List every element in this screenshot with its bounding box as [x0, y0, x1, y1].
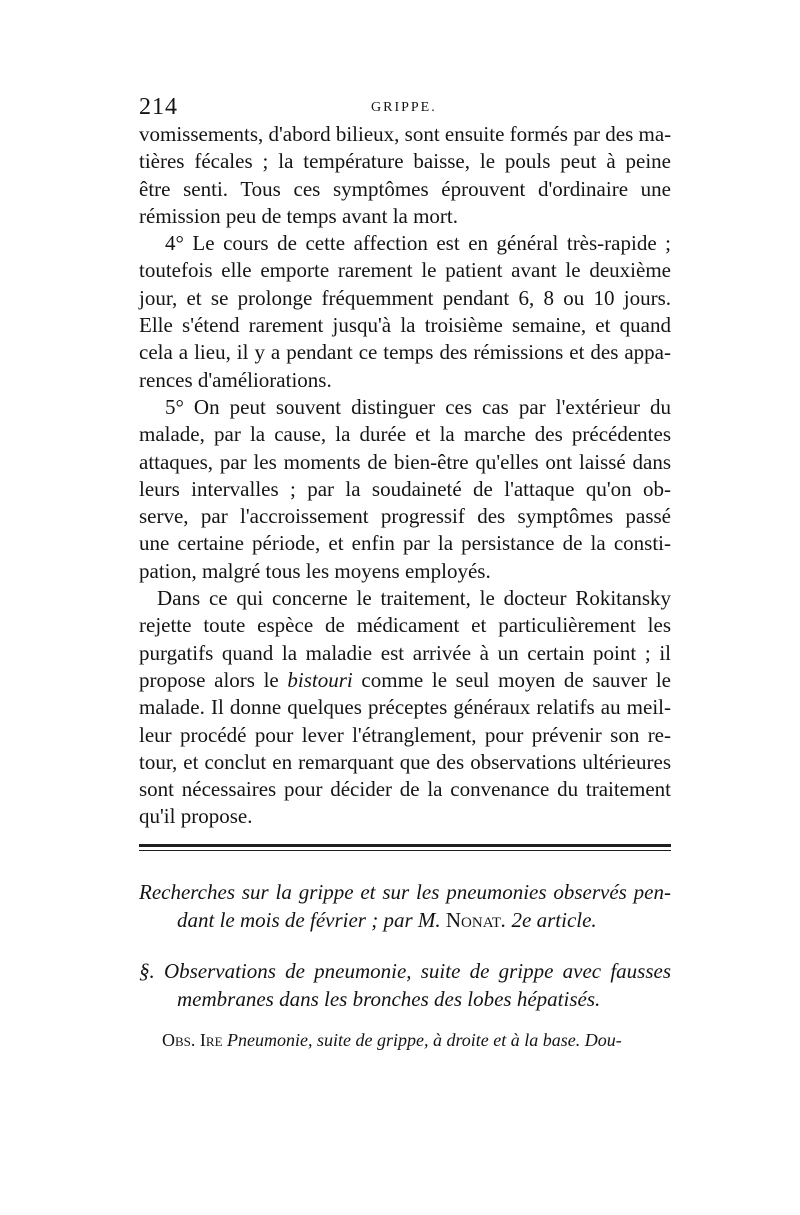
text-line: attaques, par les moments de bien-être qu'elles ont laissé dans: [139, 449, 671, 474]
text-line: pation, malgré tous les moyens employés.: [139, 558, 491, 583]
article-title-line: [139, 906, 671, 934]
text-line: tières fécales ; la température baisse, le pouls peut à peine: [139, 149, 671, 174]
text-line: jour, et se prolonge fréquemment pendant 6, 8 ou 10 jours.: [139, 285, 671, 310]
text-segment: . 2e article.: [501, 908, 597, 932]
text-line: cela a lieu, il y a pendant ce temps des rémissions et des appa-: [139, 340, 671, 365]
running-title: GRIPPE.: [371, 100, 437, 115]
text-line: serve, par l'accroissement progressif des symptômes passé: [139, 504, 671, 529]
body-text: [139, 121, 671, 831]
section-title-line: membranes dans les bronches des lobes hépatisés.: [177, 987, 601, 1011]
text-line: leur procédé pour lever l'étranglement, pour prévenir son re-: [139, 722, 671, 747]
observation-text: Pneumonie, suite de grippe, à droite et à la base. Dou-: [222, 1030, 622, 1050]
article-heading: [139, 878, 671, 934]
text-line: Elle s'étend rarement jusqu'à la troisième semaine, et quand: [139, 313, 671, 338]
text-line: une certaine période, et enfin par la persistance de la consti-: [139, 531, 671, 556]
section-heading: [139, 957, 671, 1013]
text-line: qu'il propose.: [139, 804, 253, 829]
italic-word: bistouri: [287, 667, 353, 692]
text-line: leurs intervalles ; par la soudaineté de l'attaque qu'on ob-: [139, 476, 671, 501]
text-line: purgatifs quand la maladie est arrivée à un certain point ; il: [139, 640, 671, 665]
text-line: malade. Il donne quelques préceptes généraux relatifs au meil-: [139, 695, 671, 720]
divider-thick-rule: [139, 844, 671, 847]
text-line: rences d'améliorations.: [139, 367, 332, 392]
text-line: rejette toute espèce de médicament et particulièrement les: [139, 613, 671, 638]
observation-label: Obs. Ire: [162, 1030, 223, 1050]
text-line: 5° On peut souvent distinguer ces cas par l'extérieur du: [165, 394, 671, 419]
text-line: être senti. Tous ces symptômes éprouvent d'ordinaire une: [139, 176, 671, 201]
divider-thin-rule: [139, 850, 671, 851]
text-line: malade, par la cause, la durée et la marche des précédentes: [139, 422, 671, 447]
author-name: Nonat: [445, 908, 502, 932]
text-line: rémission peu de temps avant la mort.: [139, 203, 459, 228]
page-number: 214: [139, 94, 178, 120]
text-line: sont nécessaires pour décider de la convenance du traitement: [139, 777, 671, 802]
text-line: 4° Le cours de cette affection est en général très-rapide ;: [165, 231, 671, 256]
text-line: toutefois elle emporte rarement le patient avant le deuxième: [139, 258, 671, 283]
text-line-with-italic: [139, 667, 671, 694]
page-header: [139, 94, 669, 122]
section-title-line: §. Observations de pneumonie, suite de grippe avec fausses: [139, 959, 671, 983]
observation-heading: [162, 1030, 671, 1051]
text-segment: dant le mois de février ; par M.: [177, 908, 446, 932]
text-line: vomissements, d'abord bilieux, sont ensuite formés par des ma-: [139, 122, 672, 146]
text-segment: comme le seul moyen de sauver le: [352, 667, 672, 692]
text-line: Dans ce qui concerne le traitement, le docteur Rokitansky: [157, 586, 671, 611]
text-line: tour, et conclut en remarquant que des observations ultérieures: [139, 749, 671, 774]
section-divider: [139, 844, 671, 851]
article-title-line: Recherches sur la grippe et sur les pneumonies observés pen-: [139, 880, 671, 904]
text-segment: propose alors le: [139, 667, 288, 692]
